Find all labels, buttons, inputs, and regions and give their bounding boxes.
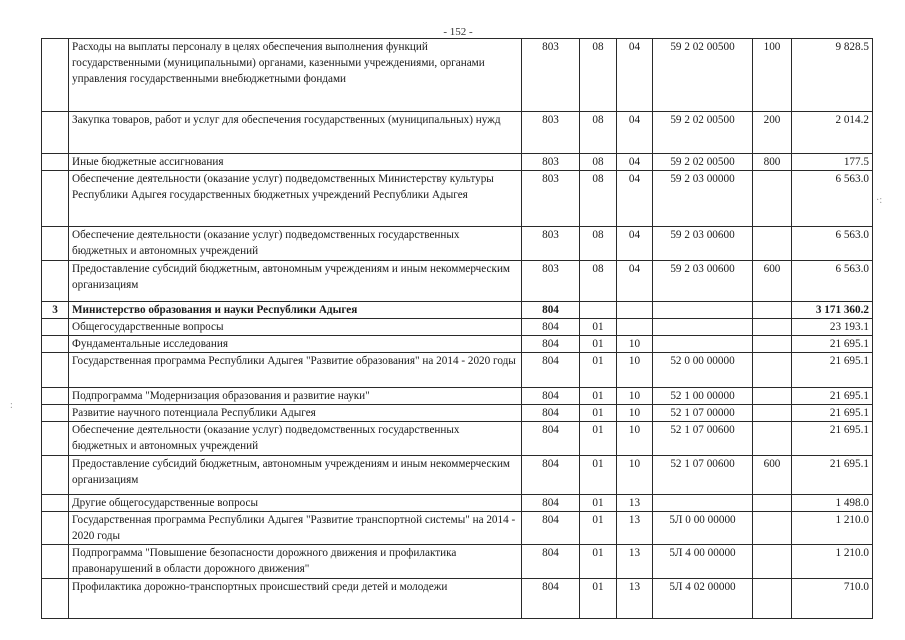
subsection-code-cell: 10 [617, 388, 653, 405]
target-article-code-cell: 52 1 07 00600 [653, 422, 753, 456]
section-code-cell: 01 [580, 405, 617, 422]
subsection-code-cell: 04 [617, 171, 653, 227]
item-name-cell: Обеспечение деятельности (оказание услуг) подведомственных Министерству культуры Республики Адыгея государственных бюджетных учреждений Республики Адыгея [69, 171, 522, 227]
row-number-cell [42, 422, 69, 456]
table-row [42, 456, 873, 495]
item-name-cell: Расходы на выплаты персоналу в целях обеспечения выполнения функций государственными (муниципальными) органами, казенными учреждениями, органами управления государственными внебюджетными фондами [69, 39, 522, 112]
table-row [42, 579, 873, 619]
ministry-code-cell: 803 [522, 39, 580, 112]
subsection-code-cell: 04 [617, 261, 653, 302]
section-code-cell: 01 [580, 353, 617, 388]
target-article-code-cell: 5Л 0 00 00000 [653, 512, 753, 545]
table-row [42, 353, 873, 388]
table-row [42, 545, 873, 579]
table-row [42, 112, 873, 154]
section-code-cell: 08 [580, 112, 617, 154]
ministry-code-cell: 804 [522, 353, 580, 388]
ministry-code-cell: 803 [522, 112, 580, 154]
ministry-code-cell: 803 [522, 171, 580, 227]
row-number-cell [42, 227, 69, 261]
ministry-code-cell: 804 [522, 388, 580, 405]
row-number-cell: 3 [42, 302, 69, 319]
expense-type-code-cell [753, 319, 792, 336]
expense-type-code-cell [753, 579, 792, 619]
item-name-cell: Государственная программа Республики Адыгея "Развитие транспортной системы" на 2014 - 2020 годы [69, 512, 522, 545]
ministry-code-cell: 804 [522, 456, 580, 495]
expense-type-code-cell [753, 545, 792, 579]
row-number-cell [42, 545, 69, 579]
table-row [42, 319, 873, 336]
expense-type-code-cell [753, 353, 792, 388]
amount-cell: 2 014.2 [792, 112, 873, 154]
ministry-code-cell: 804 [522, 579, 580, 619]
ministry-code-cell: 804 [522, 405, 580, 422]
item-name-cell: Обеспечение деятельности (оказание услуг) подведомственных государственных бюджетных и автономных учреждений [69, 422, 522, 456]
subsection-code-cell: 04 [617, 227, 653, 261]
expense-type-code-cell: 100 [753, 39, 792, 112]
ministry-code-cell: 804 [522, 495, 580, 512]
target-article-code-cell: 59 2 02 00500 [653, 112, 753, 154]
expense-type-code-cell [753, 512, 792, 545]
table-row [42, 171, 873, 227]
section-code-cell [580, 302, 617, 319]
ministry-code-cell: 804 [522, 422, 580, 456]
target-article-code-cell: 52 1 00 00000 [653, 388, 753, 405]
table-row [42, 39, 873, 112]
target-article-code-cell [653, 336, 753, 353]
subsection-code-cell [617, 302, 653, 319]
table-row [42, 405, 873, 422]
table-row [42, 388, 873, 405]
expense-type-code-cell [753, 405, 792, 422]
expense-type-code-cell [753, 388, 792, 405]
expense-type-code-cell: 600 [753, 456, 792, 495]
expense-type-code-cell [753, 302, 792, 319]
section-code-cell: 08 [580, 261, 617, 302]
target-article-code-cell: 59 2 02 00500 [653, 154, 753, 171]
table-row [42, 495, 873, 512]
target-article-code-cell: 52 1 07 00000 [653, 405, 753, 422]
target-article-code-cell: 5Л 4 00 00000 [653, 545, 753, 579]
expense-type-code-cell: 600 [753, 261, 792, 302]
subsection-code-cell: 10 [617, 353, 653, 388]
scan-artifact: : [10, 400, 13, 411]
section-code-cell: 01 [580, 456, 617, 495]
item-name-cell: Иные бюджетные ассигнования [69, 154, 522, 171]
row-number-cell [42, 154, 69, 171]
row-number-cell [42, 336, 69, 353]
amount-cell: 21 695.1 [792, 405, 873, 422]
target-article-code-cell [653, 302, 753, 319]
subsection-code-cell: 10 [617, 422, 653, 456]
row-number-cell [42, 405, 69, 422]
item-name-cell: Предоставление субсидий бюджетным, автономным учреждениям и иным некоммерческим организациям [69, 456, 522, 495]
item-name-cell: Фундаментальные исследования [69, 336, 522, 353]
expense-type-code-cell: 800 [753, 154, 792, 171]
table-row [42, 227, 873, 261]
subsection-code-cell: 13 [617, 512, 653, 545]
amount-cell: 23 193.1 [792, 319, 873, 336]
amount-cell: 710.0 [792, 579, 873, 619]
table-row [42, 261, 873, 302]
target-article-code-cell: 59 2 02 00500 [653, 39, 753, 112]
expense-type-code-cell [753, 227, 792, 261]
ministry-code-cell: 803 [522, 261, 580, 302]
subsection-code-cell: 10 [617, 405, 653, 422]
table-row [42, 422, 873, 456]
row-number-cell [42, 388, 69, 405]
section-code-cell: 01 [580, 545, 617, 579]
row-number-cell [42, 512, 69, 545]
row-number-cell [42, 495, 69, 512]
item-name-cell: Общегосударственные вопросы [69, 319, 522, 336]
section-code-cell: 08 [580, 227, 617, 261]
table-body [42, 39, 873, 619]
row-number-cell [42, 171, 69, 227]
row-number-cell [42, 456, 69, 495]
subsection-code-cell: 10 [617, 456, 653, 495]
section-code-cell: 01 [580, 495, 617, 512]
item-name-cell: Развитие научного потенциала Республики Адыгея [69, 405, 522, 422]
section-code-cell: 01 [580, 422, 617, 456]
target-article-code-cell: 59 2 03 00600 [653, 227, 753, 261]
row-number-cell [42, 39, 69, 112]
amount-cell: 177.5 [792, 154, 873, 171]
section-code-cell: 08 [580, 39, 617, 112]
item-name-cell: Подпрограмма "Повышение безопасности дорожного движения и профилактика правонарушений в области дорожного движения" [69, 545, 522, 579]
subsection-code-cell [617, 319, 653, 336]
ministry-code-cell: 803 [522, 154, 580, 171]
amount-cell: 9 828.5 [792, 39, 873, 112]
subsection-code-cell: 10 [617, 336, 653, 353]
item-name-cell: Подпрограмма "Модернизация образования и развитие науки" [69, 388, 522, 405]
budget-table [41, 38, 873, 619]
item-name-cell: Обеспечение деятельности (оказание услуг) подведомственных государственных бюджетных и автономных учреждений [69, 227, 522, 261]
amount-cell: 6 563.0 [792, 171, 873, 227]
amount-cell: 21 695.1 [792, 336, 873, 353]
ministry-code-cell: 804 [522, 336, 580, 353]
subsection-code-cell: 04 [617, 154, 653, 171]
section-code-cell: 01 [580, 336, 617, 353]
table-row [42, 512, 873, 545]
section-code-cell: 01 [580, 388, 617, 405]
row-number-cell [42, 319, 69, 336]
row-number-cell [42, 112, 69, 154]
subsection-code-cell: 13 [617, 545, 653, 579]
table-row [42, 302, 873, 319]
amount-cell: 3 171 360.2 [792, 302, 873, 319]
amount-cell: 6 563.0 [792, 261, 873, 302]
ministry-code-cell: 804 [522, 512, 580, 545]
ministry-code-cell: 804 [522, 319, 580, 336]
section-code-cell: 08 [580, 171, 617, 227]
page-number: - 152 - [443, 26, 473, 38]
subsection-code-cell: 13 [617, 495, 653, 512]
ministry-code-cell: 803 [522, 227, 580, 261]
expense-type-code-cell [753, 171, 792, 227]
item-name-cell: Предоставление субсидий бюджетным, автономным учреждениям и иным некоммерческим организациям [69, 261, 522, 302]
amount-cell: 21 695.1 [792, 388, 873, 405]
target-article-code-cell [653, 495, 753, 512]
amount-cell: 6 563.0 [792, 227, 873, 261]
amount-cell: 21 695.1 [792, 422, 873, 456]
subsection-code-cell: 13 [617, 579, 653, 619]
section-code-cell: 01 [580, 512, 617, 545]
target-article-code-cell: 52 0 00 00000 [653, 353, 753, 388]
table-row [42, 336, 873, 353]
item-name-cell: Закупка товаров, работ и услуг для обеспечения государственных (муниципальных) нужд [69, 112, 522, 154]
amount-cell: 1 210.0 [792, 545, 873, 579]
ministry-code-cell: 804 [522, 302, 580, 319]
amount-cell: 1 210.0 [792, 512, 873, 545]
subsection-code-cell: 04 [617, 112, 653, 154]
item-name-cell: Министерство образования и науки Республики Адыгея [69, 302, 522, 319]
item-name-cell: Государственная программа Республики Адыгея "Развитие образования" на 2014 - 2020 годы [69, 353, 522, 388]
amount-cell: 1 498.0 [792, 495, 873, 512]
item-name-cell: Профилактика дорожно-транспортных происшествий среди детей и молодежи [69, 579, 522, 619]
expense-type-code-cell [753, 336, 792, 353]
item-name-cell: Другие общегосударственные вопросы [69, 495, 522, 512]
section-code-cell: 01 [580, 579, 617, 619]
target-article-code-cell: 5Л 4 02 00000 [653, 579, 753, 619]
row-number-cell [42, 261, 69, 302]
section-code-cell: 08 [580, 154, 617, 171]
amount-cell: 21 695.1 [792, 456, 873, 495]
ministry-code-cell: 804 [522, 545, 580, 579]
target-article-code-cell: 59 2 03 00600 [653, 261, 753, 302]
section-code-cell: 01 [580, 319, 617, 336]
row-number-cell [42, 579, 69, 619]
amount-cell: 21 695.1 [792, 353, 873, 388]
expense-type-code-cell: 200 [753, 112, 792, 154]
table-row [42, 154, 873, 171]
expense-type-code-cell [753, 422, 792, 456]
target-article-code-cell: 52 1 07 00600 [653, 456, 753, 495]
target-article-code-cell: 59 2 03 00000 [653, 171, 753, 227]
target-article-code-cell [653, 319, 753, 336]
subsection-code-cell: 04 [617, 39, 653, 112]
scan-artifact: ·: [876, 195, 883, 206]
row-number-cell [42, 353, 69, 388]
expense-type-code-cell [753, 495, 792, 512]
